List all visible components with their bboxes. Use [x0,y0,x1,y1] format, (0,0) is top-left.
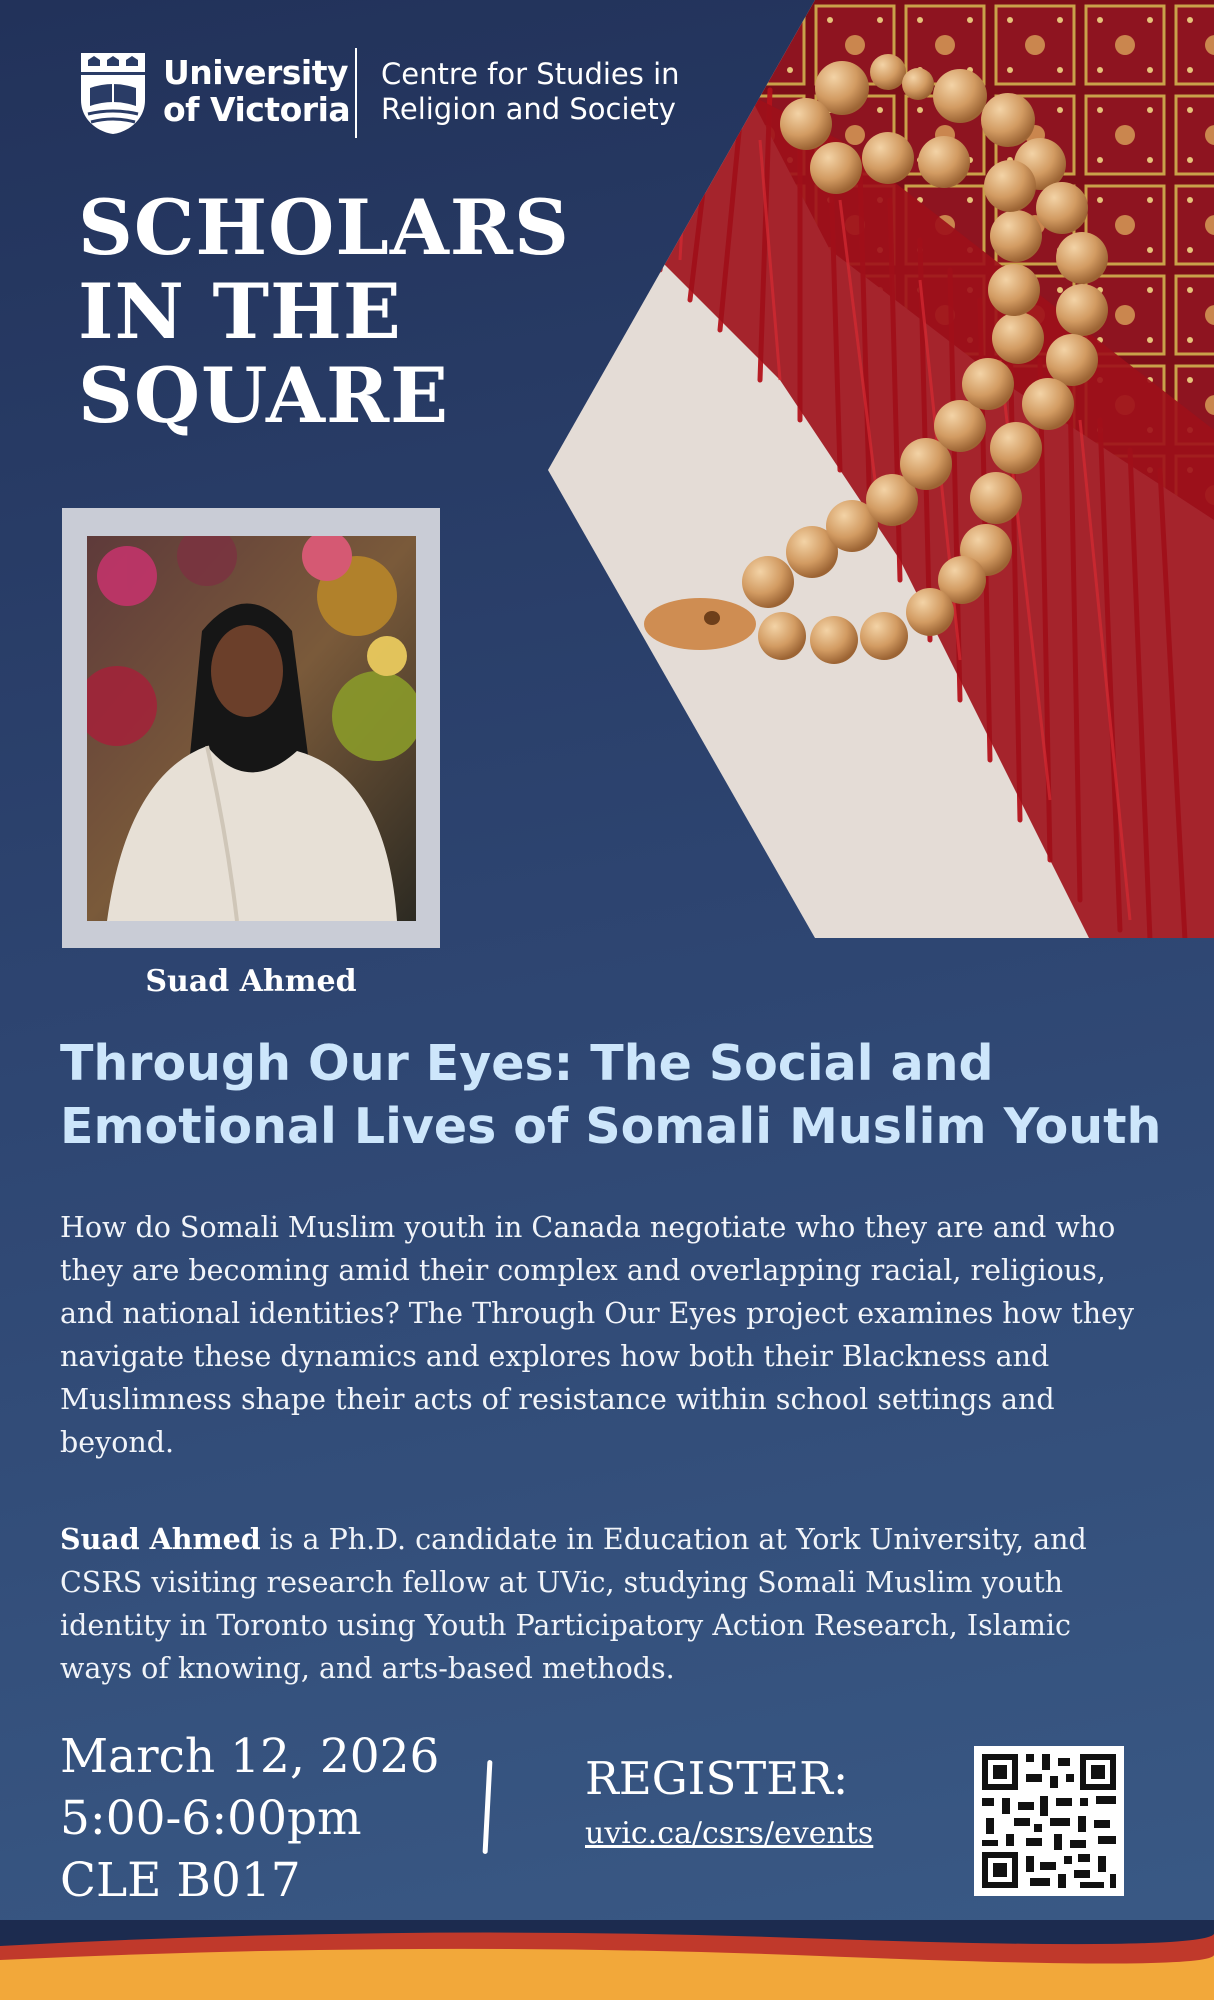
university-name: University of Victoria [163,53,351,129]
bio-text: is a Ph.D. candidate in Education at York University, and CSRS visiting research fellow at UVic, studying Somali Muslim youth identity in Toronto using Youth Participatory Action Research, Islamic ways of knowing, and arts-based methods. [60,1523,1087,1685]
centre-name: Centre for Studies in Religion and Society [381,57,680,126]
footer-wave-band [0,1920,1214,2000]
event-location: CLE B017 [60,1853,301,1908]
event-details [60,1726,439,1912]
series-title: SCHOLARS IN THE SQUARE [78,183,570,440]
register-link[interactable]: uvic.ca/csrs/events [585,1816,874,1851]
talk-abstract: How do Somali Muslim youth in Canada negotiate who they are and who they are becoming amid their complex and overlapping racial, religious, and national identities? The Through Our Eyes project examines how they navigate these dynamics and explores how both their Blackness and Muslimness shape their acts of resistance within school settings and beyond. [60,1211,1135,1459]
event-time: 5:00-6:00pm [60,1791,362,1846]
speaker-name: Suad Ahmed [145,964,357,999]
qr-code-icon[interactable] [974,1746,1124,1896]
bio-speaker-name: Suad Ahmed [60,1522,261,1556]
event-date: March 12, 2026 [60,1729,440,1784]
register-label: REGISTER: [585,1752,849,1805]
uvic-shield-icon [78,50,148,136]
talk-title: Through Our Eyes: The Social and Emotional Lives of Somali Muslim Youth [60,1035,1162,1155]
logo-divider [355,48,357,138]
speaker-bio [60,1518,1140,1690]
speaker-portrait-image [87,536,416,921]
details-divider [483,1760,493,1854]
